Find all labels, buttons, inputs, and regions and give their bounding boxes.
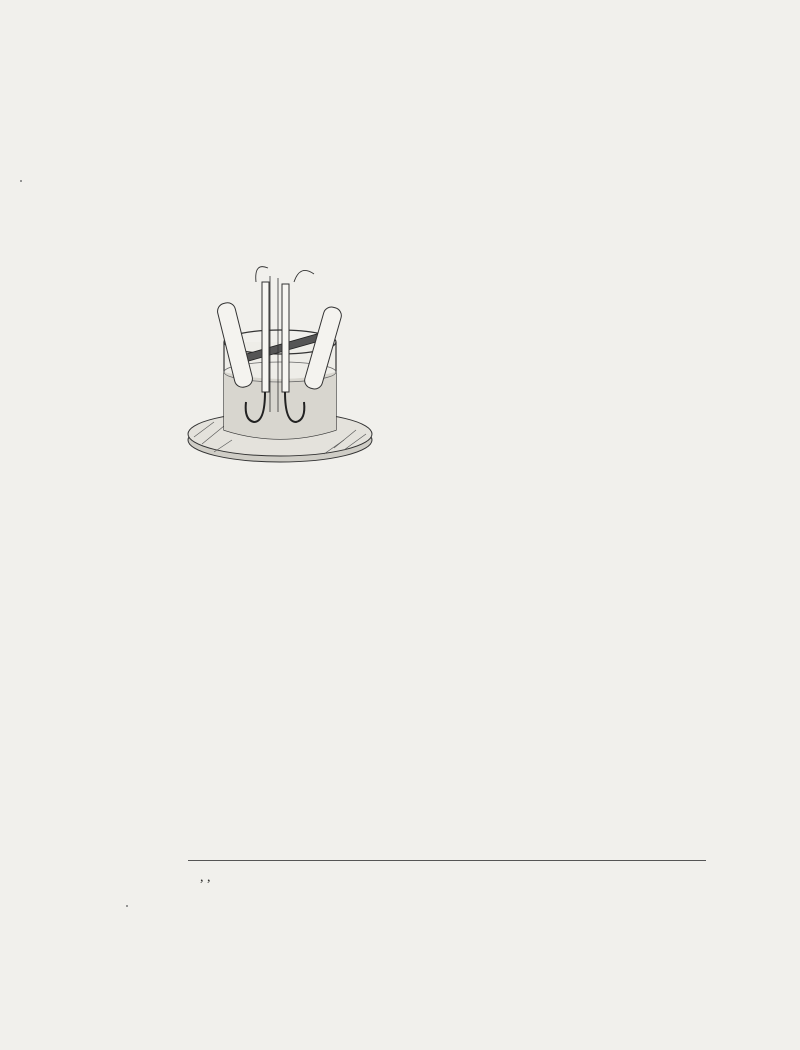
electrolysis-apparatus-figure (184, 262, 376, 480)
paper-speck (20, 180, 22, 182)
paper-speck (126, 905, 128, 907)
footnote-rule (188, 860, 706, 861)
footnote: , , (200, 870, 211, 885)
